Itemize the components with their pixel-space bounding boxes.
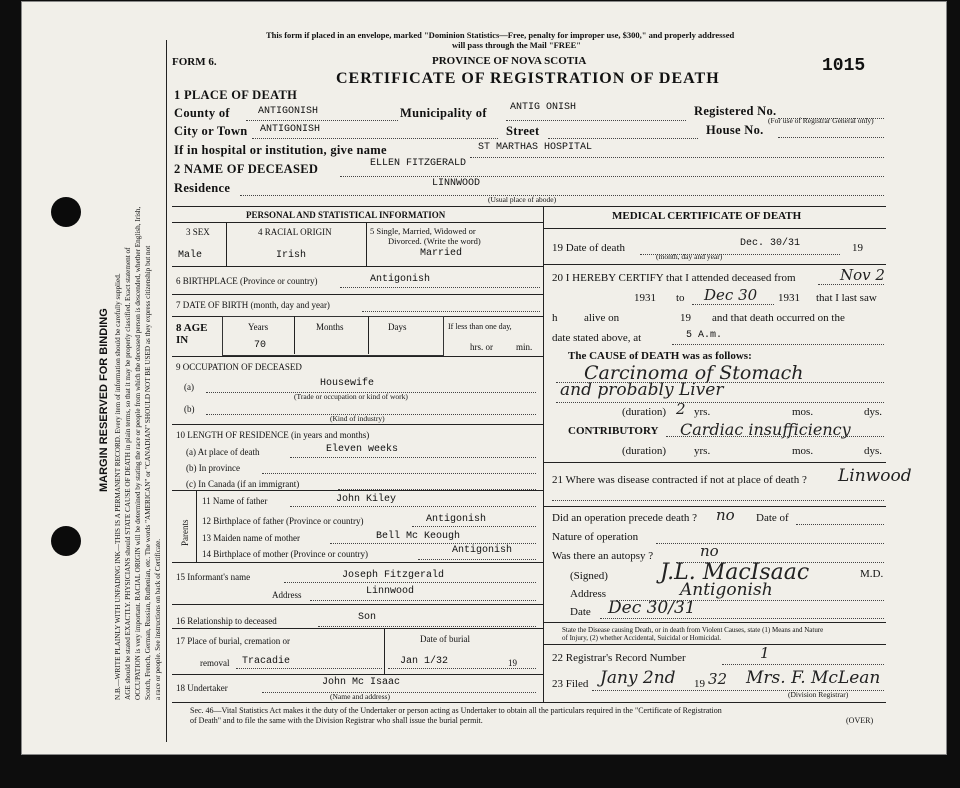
place-of-death-label: 1 PLACE OF DEATH — [174, 88, 298, 102]
city-value: ANTIGONISH — [260, 124, 321, 135]
where-value: Linwood — [838, 466, 912, 486]
mother-label: 13 Maiden name of mother — [202, 533, 300, 543]
birthplace-value: Antigonish — [370, 274, 431, 285]
occupation-a-value: Housewife — [320, 378, 375, 389]
date-note: (month, day and year) — [656, 252, 723, 261]
sex-value: Male — [178, 250, 203, 261]
marital-label-1: 5 Single, Married, Widowed or — [370, 226, 476, 236]
physician-address-value: Antigonish — [680, 580, 773, 600]
municipality-label: Municipality of — [400, 106, 487, 120]
deceased-name-label: 2 NAME OF DECEASED — [174, 162, 319, 176]
undertaker-value: John Mc Isaac — [322, 677, 401, 688]
municipality-value: ANTIG ONISH — [510, 102, 577, 113]
filed-year-prefix: 19 — [694, 678, 705, 690]
informant-address-label: Address — [272, 590, 302, 600]
signature-date-value: Dec 30/31 — [608, 598, 696, 618]
hospital-label: If in hospital or institution, give name — [174, 143, 387, 157]
alive-prefix: h — [552, 312, 558, 324]
at-place-value: Eleven weeks — [326, 444, 399, 455]
father-birth-value: Antigonish — [426, 514, 487, 525]
mail-notice-1: This form if placed in an envelope, marked "Dominion Statistics—Free, penalty for improper use, $300," and properly addressed — [266, 30, 735, 40]
death-occurred: and that death occurred on the — [712, 312, 845, 324]
street-label: Street — [506, 124, 540, 138]
page-title: CERTIFICATE OF REGISTRATION OF DEATH — [336, 70, 720, 87]
operation-value: no — [716, 506, 735, 524]
last-saw: that I last saw — [816, 292, 877, 304]
residence-value: LINNWOOD — [432, 178, 481, 189]
informant-address-value: Linnwood — [366, 586, 415, 597]
birthplace-label: 6 BIRTHPLACE (Province or country) — [176, 276, 318, 286]
attended-from: Nov 2 — [840, 266, 885, 284]
binding-hole-bottom — [51, 526, 81, 556]
margin-instructions-4: Scotch, French, German, Russian, Ruthenian, etc. The words "AMERICAN" or "CANADIAN" SHOULD NOT BE USED as they express citizenship but not — [144, 245, 152, 700]
operation-label: Did an operation precede death ? — [552, 512, 698, 524]
occupation-a-note: (Trade or occupation or kind of work) — [294, 392, 408, 401]
registered-label: Registered No. — [694, 104, 777, 118]
date-of-death-value: Dec. 30/31 — [740, 238, 801, 249]
min-label: min. — [516, 342, 533, 352]
margin-instructions-3: OCCUPATION is very important. RACIAL ORIGIN will be determined by stating the race or people from which the deceased person is descended, whether English, Irish, — [134, 206, 142, 700]
burial-date-value: Jan 1/32 — [400, 656, 449, 667]
residence-label: Residence — [174, 181, 231, 195]
province: PROVINCE OF NOVA SCOTIA — [432, 55, 587, 67]
sex-label: 3 SEX — [186, 227, 210, 237]
days-label: Days — [388, 322, 407, 332]
personal-section-title: PERSONAL AND STATISTICAL INFORMATION — [246, 210, 446, 220]
signed-label: (Signed) — [570, 570, 608, 582]
father-value: John Kiley — [336, 494, 397, 505]
undertaker-label: 18 Undertaker — [176, 683, 228, 693]
footer-over: (OVER) — [846, 716, 874, 725]
where-label: 21 Where was disease contracted if not at place of death ? — [552, 474, 807, 486]
duration-yrs-2: yrs. — [694, 445, 711, 457]
certify-label: 20 I HEREBY CERTIFY that I attended deceased from — [552, 272, 796, 284]
informant-value: Joseph Fitzgerald — [342, 570, 445, 581]
parents-label: Parents — [180, 519, 190, 546]
cause-1: Carcinoma of Stomach — [584, 362, 804, 384]
binding-hole-top — [51, 197, 81, 227]
filed-label: 23 Filed — [552, 678, 589, 690]
time-value: 5 A.m. — [686, 330, 723, 341]
duration-yrs: yrs. — [694, 406, 711, 418]
autopsy-value: no — [700, 542, 719, 560]
registrar-record-value: 1 — [760, 644, 770, 662]
marital-value: Married — [420, 248, 463, 259]
father-label: 11 Name of father — [202, 496, 268, 506]
burial-label-2: removal — [200, 658, 230, 668]
in-canada-label: (c) In Canada (if an immigrant) — [186, 479, 300, 489]
state-note-2: of Injury, (2) whether Accidental, Suicidal or Homicidal. — [562, 634, 721, 642]
years-value: 70 — [254, 340, 267, 351]
duration-value: 2 — [676, 400, 686, 418]
at-place-label: (a) At place of death — [186, 447, 260, 457]
burial-date-label: Date of burial — [420, 634, 470, 644]
binding-margin-label: MARGIN RESERVED FOR BINDING — [98, 308, 110, 492]
burial-place-value: Tracadie — [242, 656, 291, 667]
operation-date-label: Date of — [756, 512, 789, 524]
mother-birth-label: 14 Birthplace of mother (Province or country) — [202, 549, 368, 559]
residence-length-label: 10 LENGTH OF RESIDENCE (in years and months) — [176, 430, 370, 440]
county-value: ANTIGONISH — [258, 106, 319, 117]
medical-section-title: MEDICAL CERTIFICATE OF DEATH — [612, 210, 802, 222]
occupation-b-note: (Kind of industry) — [330, 414, 385, 423]
attended-to: Dec 30 — [704, 286, 758, 304]
year-2: 1931 — [778, 292, 800, 304]
occupation-b-label: (b) — [184, 404, 195, 414]
signature-date-label: Date — [570, 606, 591, 618]
margin-instructions-2: AGE should be stated EXACTLY. PHYSICIANS should STATE CAUSE OF DEATH in plain terms, so that it may be properly classified. Exact statement of — [124, 247, 132, 700]
duration-label: (duration) — [622, 406, 666, 418]
year-1: 1931 — [634, 292, 656, 304]
undertaker-note: (Name and address) — [330, 692, 390, 701]
mother-birth-value: Antigonish — [452, 545, 513, 556]
duration-mos-2: mos. — [792, 445, 814, 457]
registrar-use-note: (For use of Registrar General only) — [768, 116, 874, 125]
contributory-label: CONTRIBUTORY — [568, 425, 659, 437]
physician-address-label: Address — [570, 588, 607, 600]
record-number: 1015 — [822, 56, 866, 76]
dob-label: 7 DATE OF BIRTH (month, day and year) — [176, 300, 330, 310]
filed-value: Jany 2nd — [600, 668, 676, 688]
margin-instructions-5: a race or people. See instructions on back of Certificate. — [154, 538, 162, 700]
md-label: M.D. — [860, 568, 884, 580]
relationship-value: Son — [358, 612, 377, 623]
in-province-label: (b) In province — [186, 463, 240, 473]
cause-2: and probably Liver — [560, 380, 724, 400]
division-note: (Division Registrar) — [788, 690, 849, 699]
racial-value: Irish — [276, 250, 307, 261]
burial-label-1: 17 Place of burial, cremation or — [176, 636, 290, 646]
form-left-border — [166, 40, 167, 742]
cause-label: The CAUSE of DEATH was as follows: — [568, 350, 752, 362]
occupation-label: 9 OCCUPATION OF DECEASED — [176, 362, 302, 372]
duration-dys: dys. — [864, 406, 883, 418]
less-than-day: If less than one day, — [448, 322, 512, 331]
years-label: Years — [248, 322, 269, 332]
nature-label: Nature of operation — [552, 531, 639, 543]
hrs-label: hrs. or — [470, 342, 493, 352]
duration-mos: mos. — [792, 406, 814, 418]
alive-on: alive on — [584, 312, 620, 324]
to-label: to — [676, 292, 685, 304]
footer-line-2: of Death" and to file the same with the Division Registrar who shall issue the burial permit. — [190, 716, 483, 725]
usual-place-note: (Usual place of abode) — [488, 195, 557, 204]
contributory-value: Cardiac insufficiency — [680, 420, 851, 439]
mail-notice-2: will pass through the Mail "FREE" — [452, 40, 582, 50]
alive-year: 19 — [680, 312, 691, 324]
date-of-death-label: 19 Date of death — [552, 242, 625, 254]
duration-dys-2: dys. — [864, 445, 883, 457]
state-note-1: State the Disease causing Death, or in death from Violent Causes, state (1) Means and Nature — [562, 626, 824, 634]
duration-label-2: (duration) — [622, 445, 666, 457]
footer-line-1: Sec. 46—Vital Statistics Act makes it the duty of the Undertaker or person acting as Undertaker to obtain all the particulars required in the "Certificate of Registration — [190, 706, 722, 715]
marital-label-2: Divorced. (Write the word) — [388, 236, 481, 246]
form-number: FORM 6. — [172, 56, 217, 68]
burial-year: 19 — [508, 658, 517, 668]
deceased-name-value: ELLEN FITZGERALD — [370, 158, 467, 169]
county-label: County of — [174, 106, 230, 120]
relationship-label: 16 Relationship to deceased — [176, 616, 277, 626]
registrar-signature: Mrs. F. McLean — [746, 668, 881, 688]
racial-label: 4 RACIAL ORIGIN — [258, 227, 332, 237]
autopsy-label: Was there an autopsy ? — [552, 550, 654, 562]
date-year-prefix: 19 — [852, 242, 863, 254]
occupation-a-label: (a) — [184, 382, 194, 392]
informant-label: 15 Informant's name — [176, 572, 251, 582]
mother-value: Bell Mc Keough — [376, 531, 461, 542]
registrar-record-label: 22 Registrar's Record Number — [552, 652, 686, 664]
date-stated: date stated above, at — [552, 332, 642, 344]
father-birth-label: 12 Birthplace of father (Province or country) — [202, 516, 364, 526]
hospital-value: ST MARTHAS HOSPITAL — [478, 142, 593, 153]
margin-instructions-1: N.B.—WRITE PLAINLY WITH UNFADING INK—THIS IS A PERMANENT RECORD. Every item of information should be carefully supplied. — [114, 273, 122, 700]
city-label: City or Town — [174, 124, 248, 138]
age-label: 8 AGE IN — [176, 322, 208, 346]
filed-year-value: 32 — [708, 670, 728, 688]
months-label: Months — [316, 322, 344, 332]
house-label: House No. — [706, 123, 764, 137]
signed-value: J.L. MacIsaac — [660, 560, 810, 585]
